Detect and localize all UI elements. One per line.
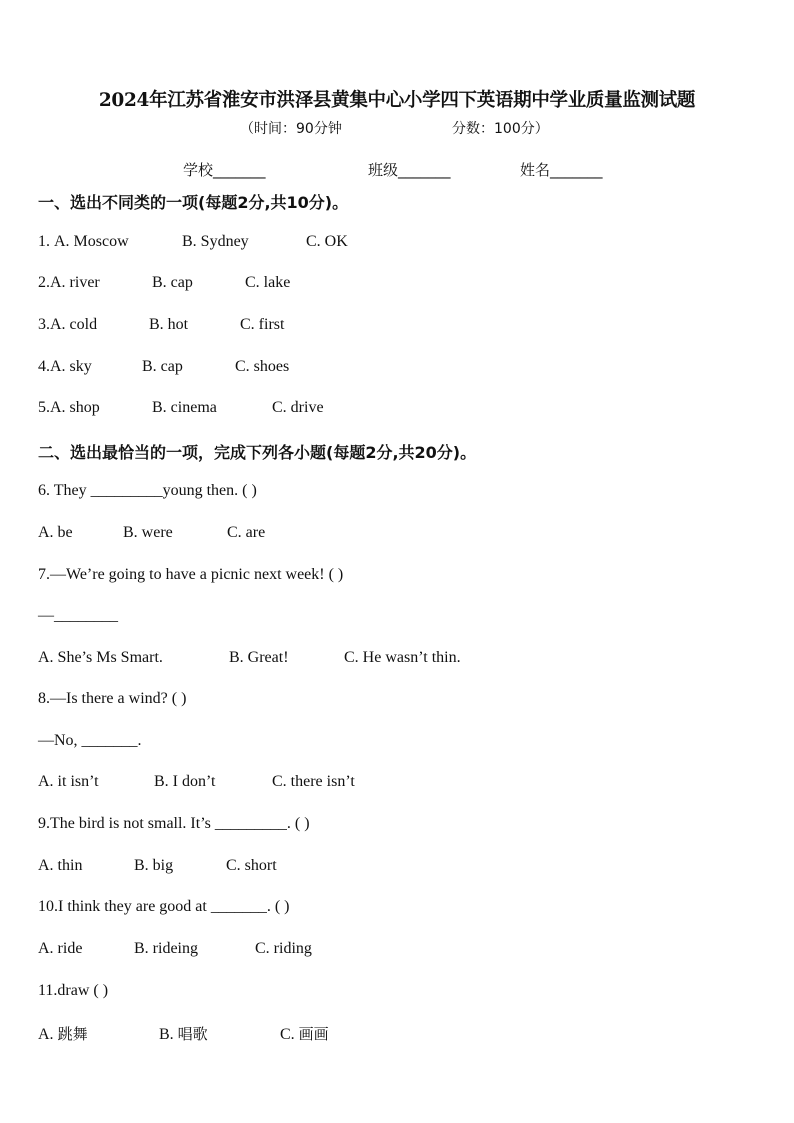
option-a bbox=[38, 1023, 159, 1044]
option-c: C. are bbox=[227, 524, 266, 541]
option-b: B. cap bbox=[152, 274, 193, 291]
option-a: A. ride bbox=[38, 940, 83, 957]
option-c: C. drive bbox=[272, 399, 324, 416]
option-a: A. be bbox=[38, 524, 73, 541]
option-letter: B. bbox=[159, 1026, 174, 1043]
question-number: 3. bbox=[38, 316, 50, 333]
question-number: 4. bbox=[38, 358, 50, 375]
option-c: C. there isn’t bbox=[272, 773, 355, 790]
question-9-stem: 9.The bird is not small. It’s _________. ( ) bbox=[38, 815, 310, 832]
question-6-stem: 6. They _________young then. ( ) bbox=[38, 482, 257, 499]
question-8-answer: —No, _______. bbox=[38, 732, 142, 749]
class-field: 班级_______ bbox=[368, 161, 451, 179]
question-number: 1. bbox=[38, 233, 54, 250]
option-text: 唱歌 bbox=[177, 1025, 208, 1043]
question-6-options bbox=[38, 524, 265, 542]
question-8-options bbox=[38, 773, 355, 791]
option-a: A. thin bbox=[38, 857, 83, 874]
option-a: A. river bbox=[50, 274, 100, 291]
option-a: A. She’s Ms Smart. bbox=[38, 649, 163, 666]
exam-time: （时间：90分钟 bbox=[240, 121, 342, 137]
option-text: 跳舞 bbox=[57, 1025, 88, 1043]
option-c: C. OK bbox=[306, 233, 348, 250]
question-7-options bbox=[38, 649, 461, 667]
option-c: C. first bbox=[240, 316, 285, 333]
option-b: B. cinema bbox=[152, 399, 217, 416]
question-9-options bbox=[38, 857, 277, 875]
exam-meta bbox=[240, 118, 549, 138]
option-a: A. shop bbox=[50, 399, 100, 416]
option-c: C. short bbox=[226, 857, 277, 874]
option-b bbox=[159, 1023, 280, 1044]
option-c: C. shoes bbox=[235, 358, 290, 375]
question-7-stem: 7.—We’re going to have a picnic next week! ( ) bbox=[38, 566, 344, 583]
question-7-answer: —________ bbox=[38, 607, 118, 624]
question-8-stem: 8.—Is there a wind? ( ) bbox=[38, 690, 187, 707]
option-b: B. big bbox=[134, 857, 174, 874]
option-c bbox=[280, 1023, 329, 1044]
option-b: B. rideing bbox=[134, 940, 198, 957]
option-letter: A. bbox=[38, 1026, 54, 1043]
option-a: A. Moscow bbox=[54, 233, 129, 250]
option-b: B. hot bbox=[149, 316, 189, 333]
name-field: 姓名_______ bbox=[520, 161, 603, 179]
option-b: B. were bbox=[123, 524, 173, 541]
section2-heading: 二、选出最恰当的一项，完成下列各小题(每题2分,共20分)。 bbox=[38, 443, 477, 462]
section1-heading: 一、选出不同类的一项(每题2分,共10分)。 bbox=[38, 193, 349, 212]
question-5 bbox=[38, 399, 324, 417]
question-number: 5. bbox=[38, 399, 50, 416]
question-10-stem: 10.I think they are good at _______. ( ) bbox=[38, 898, 290, 915]
option-b: B. Great! bbox=[229, 649, 289, 666]
option-c: C. riding bbox=[255, 940, 312, 957]
question-3 bbox=[38, 316, 284, 334]
option-a: A. cold bbox=[50, 316, 98, 333]
option-b: B. I don’t bbox=[154, 773, 216, 790]
question-4 bbox=[38, 358, 289, 376]
question-11-options bbox=[38, 1023, 329, 1044]
question-11-stem: 11.draw ( ) bbox=[38, 982, 109, 999]
option-c: C. He wasn’t thin. bbox=[344, 649, 461, 666]
exam-score: 分数：100分） bbox=[452, 121, 549, 137]
question-1 bbox=[38, 233, 348, 251]
option-a: A. it isn’t bbox=[38, 773, 99, 790]
option-letter: C. bbox=[280, 1026, 295, 1043]
question-2 bbox=[38, 274, 290, 292]
option-a: A. sky bbox=[50, 358, 92, 375]
question-number: 2. bbox=[38, 274, 50, 291]
exam-title: 2024年江苏省淮安市洪泽县黄集中心小学四下英语期中学业质量监测试题 bbox=[98, 90, 696, 111]
option-text: 画画 bbox=[298, 1025, 329, 1043]
option-b: B. Sydney bbox=[182, 233, 249, 250]
option-c: C. lake bbox=[245, 274, 291, 291]
question-10-options bbox=[38, 940, 312, 958]
school-field: 学校_______ bbox=[183, 161, 266, 179]
option-b: B. cap bbox=[142, 358, 183, 375]
